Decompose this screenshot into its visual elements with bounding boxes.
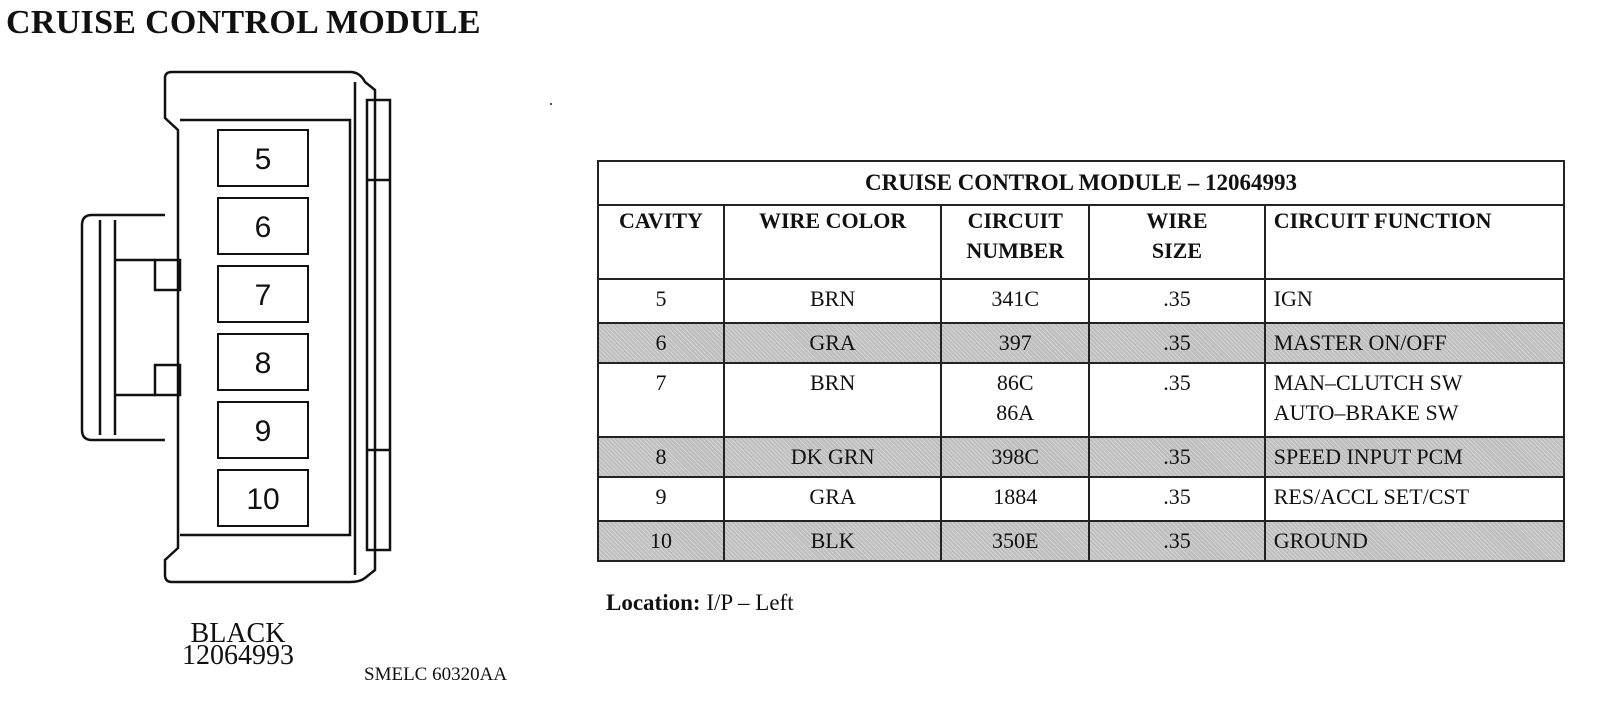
cell-cavity: 9	[598, 477, 724, 521]
col-header-circuit-function: CIRCUIT FUNCTION	[1265, 205, 1564, 279]
table-row	[598, 477, 1564, 521]
cell-function: RES/ACCL SET/CST	[1265, 477, 1564, 521]
cell-size: .35	[1089, 279, 1265, 323]
cell-wire-color: BRN	[724, 363, 941, 437]
stray-dot	[550, 103, 552, 105]
cell-function: SPEED INPUT PCM	[1265, 437, 1564, 477]
table-row	[598, 521, 1564, 561]
connector-color: BLACK	[190, 618, 286, 649]
location-label: Location:	[606, 590, 701, 615]
cell-cavity: 10	[598, 521, 724, 561]
cell-wire-color: BRN	[724, 279, 941, 323]
cell-function: MAN–CLUTCH SW AUTO–BRAKE SW	[1265, 363, 1564, 437]
cell-circuit: 350E	[941, 521, 1089, 561]
col-header-circuit-number: CIRCUIT NUMBER	[941, 205, 1089, 279]
pin-number: 7	[254, 279, 272, 312]
connector-diagram	[70, 60, 400, 600]
cell-function: GROUND	[1265, 521, 1564, 561]
cell-cavity: 6	[598, 323, 724, 363]
table-header-row	[598, 205, 1564, 279]
table-row	[598, 323, 1564, 363]
cell-circuit: 1884	[941, 477, 1089, 521]
table-row	[598, 437, 1564, 477]
col-header-wire-size: WIRE SIZE	[1089, 205, 1265, 279]
cell-size: .35	[1089, 323, 1265, 363]
table-row	[598, 279, 1564, 323]
location-value: I/P – Left	[706, 590, 794, 615]
cell-size: .35	[1089, 477, 1265, 521]
cell-wire-color: DK GRN	[724, 437, 941, 477]
connector-part-number: 12064993	[182, 640, 294, 671]
cell-wire-color: BLK	[724, 521, 941, 561]
cell-cavity: 8	[598, 437, 724, 477]
col-header-cavity: CAVITY	[598, 205, 724, 279]
cell-size: .35	[1089, 363, 1265, 437]
cell-circuit: 398C	[941, 437, 1089, 477]
cell-wire-color: GRA	[724, 477, 941, 521]
cell-circuit: 341C	[941, 279, 1089, 323]
cell-size: .35	[1089, 437, 1265, 477]
pin-number: 10	[246, 483, 280, 516]
col-header-wire-color: WIRE COLOR	[724, 205, 941, 279]
pin-number: 5	[254, 143, 272, 176]
cell-circuit: 397	[941, 323, 1089, 363]
cell-wire-color: GRA	[724, 323, 941, 363]
table-title: CRUISE CONTROL MODULE – 12064993	[598, 161, 1564, 205]
pin-number: 8	[254, 347, 272, 380]
reference-code: SMELC 60320AA	[364, 664, 508, 685]
cell-cavity: 7	[598, 363, 724, 437]
cell-function: MASTER ON/OFF	[1265, 323, 1564, 363]
page-title: CRUISE CONTROL MODULE	[6, 4, 481, 41]
cell-circuit: 86C 86A	[941, 363, 1089, 437]
pin-number: 6	[254, 211, 272, 244]
pinout-table	[597, 160, 1565, 562]
cell-cavity: 5	[598, 279, 724, 323]
location-note	[606, 590, 794, 616]
cell-size: .35	[1089, 521, 1265, 561]
pin-number: 9	[254, 415, 272, 448]
cell-function: IGN	[1265, 279, 1564, 323]
table-row	[598, 363, 1564, 437]
